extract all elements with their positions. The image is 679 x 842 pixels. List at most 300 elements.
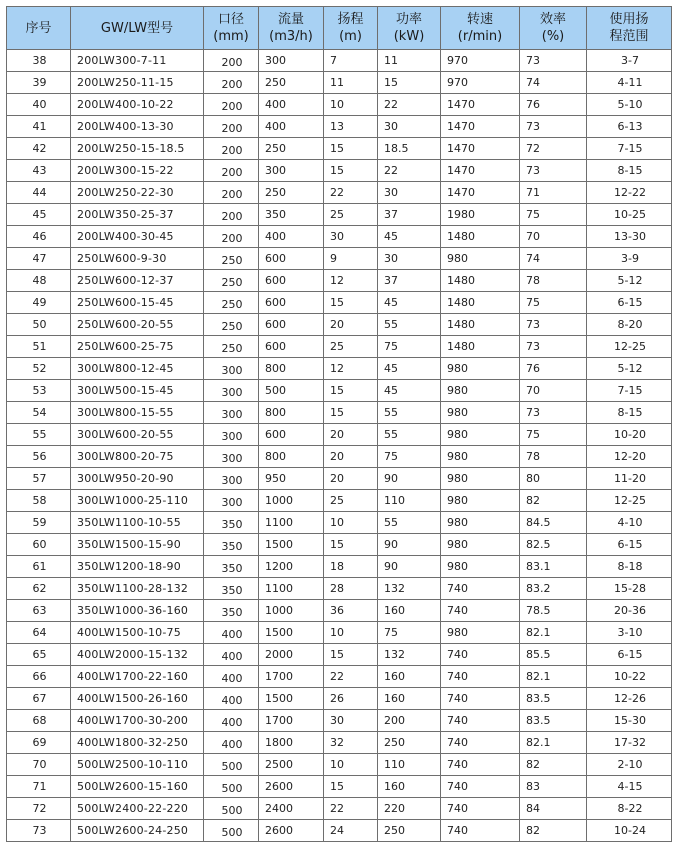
cell-head: 15: [324, 534, 378, 556]
cell-model: 200LW250-15-18.5: [71, 138, 204, 160]
cell-speed: 1470: [441, 160, 520, 182]
cell-model: 200LW400-30-45: [71, 226, 204, 248]
cell-speed: 1470: [441, 116, 520, 138]
cell-head: 15: [324, 776, 378, 798]
cell-model: 300LW800-20-75: [71, 446, 204, 468]
cell-serial: 61: [7, 556, 71, 578]
cell-flow: 600: [259, 248, 324, 270]
cell-head: 12: [324, 270, 378, 292]
cell-head-range: 2-10: [587, 754, 672, 776]
cell-efficiency: 76: [520, 94, 587, 116]
cell-efficiency: 73: [520, 314, 587, 336]
cell-efficiency: 70: [520, 380, 587, 402]
cell-speed: 980: [441, 622, 520, 644]
cell-model: 200LW400-10-22: [71, 94, 204, 116]
cell-serial: 43: [7, 160, 71, 182]
cell-efficiency: 82: [520, 490, 587, 512]
cell-efficiency: 73: [520, 402, 587, 424]
cell-flow: 1000: [259, 600, 324, 622]
cell-power: 250: [378, 820, 441, 842]
cell-flow: 1200: [259, 556, 324, 578]
cell-diameter: 200: [204, 204, 259, 226]
cell-diameter: 200: [204, 94, 259, 116]
cell-flow: 1700: [259, 710, 324, 732]
cell-diameter: 200: [204, 226, 259, 248]
cell-speed: 1480: [441, 270, 520, 292]
cell-head: 28: [324, 578, 378, 600]
cell-serial: 47: [7, 248, 71, 270]
cell-speed: 1480: [441, 314, 520, 336]
table-row: [7, 292, 672, 314]
cell-power: 37: [378, 270, 441, 292]
cell-speed: 740: [441, 644, 520, 666]
cell-power: 55: [378, 402, 441, 424]
cell-head-range: 3-7: [587, 50, 672, 72]
cell-head-range: 4-10: [587, 512, 672, 534]
cell-head: 30: [324, 226, 378, 248]
cell-serial: 54: [7, 402, 71, 424]
header-head: 扬程 (m): [324, 7, 378, 50]
header-model: GW/LW型号: [71, 7, 204, 50]
header-serial: 序号: [7, 7, 71, 50]
cell-model: 500LW2600-24-250: [71, 820, 204, 842]
cell-head: 25: [324, 490, 378, 512]
cell-power: 75: [378, 622, 441, 644]
cell-efficiency: 73: [520, 160, 587, 182]
cell-efficiency: 82: [520, 820, 587, 842]
cell-head-range: 13-30: [587, 226, 672, 248]
cell-speed: 1480: [441, 226, 520, 248]
cell-speed: 980: [441, 424, 520, 446]
cell-serial: 46: [7, 226, 71, 248]
cell-power: 132: [378, 578, 441, 600]
cell-head: 9: [324, 248, 378, 270]
cell-model: 300LW1000-25-110: [71, 490, 204, 512]
cell-serial: 66: [7, 666, 71, 688]
cell-power: 18.5: [378, 138, 441, 160]
cell-serial: 55: [7, 424, 71, 446]
cell-head-range: 5-10: [587, 94, 672, 116]
table-row: [7, 622, 672, 644]
pump-spec-table: [6, 6, 672, 842]
cell-power: 250: [378, 732, 441, 754]
cell-serial: 42: [7, 138, 71, 160]
cell-speed: 980: [441, 402, 520, 424]
cell-power: 90: [378, 468, 441, 490]
cell-power: 90: [378, 556, 441, 578]
cell-power: 45: [378, 380, 441, 402]
cell-model: 300LW600-20-55: [71, 424, 204, 446]
cell-head-range: 5-12: [587, 270, 672, 292]
cell-head-range: 11-20: [587, 468, 672, 490]
cell-model: 350LW1100-28-132: [71, 578, 204, 600]
cell-head-range: 12-25: [587, 336, 672, 358]
table-row: [7, 556, 672, 578]
cell-efficiency: 82.5: [520, 534, 587, 556]
cell-serial: 48: [7, 270, 71, 292]
cell-flow: 800: [259, 402, 324, 424]
cell-head-range: 10-22: [587, 666, 672, 688]
cell-flow: 1700: [259, 666, 324, 688]
cell-power: 30: [378, 182, 441, 204]
cell-model: 500LW2500-10-110: [71, 754, 204, 776]
cell-efficiency: 80: [520, 468, 587, 490]
cell-serial: 63: [7, 600, 71, 622]
cell-flow: 1500: [259, 534, 324, 556]
cell-flow: 950: [259, 468, 324, 490]
cell-speed: 740: [441, 666, 520, 688]
cell-power: 200: [378, 710, 441, 732]
cell-speed: 980: [441, 446, 520, 468]
cell-serial: 73: [7, 820, 71, 842]
cell-efficiency: 75: [520, 424, 587, 446]
cell-head-range: 8-18: [587, 556, 672, 578]
table-row: [7, 116, 672, 138]
cell-serial: 64: [7, 622, 71, 644]
table-row: [7, 644, 672, 666]
cell-model: 250LW600-15-45: [71, 292, 204, 314]
cell-speed: 980: [441, 380, 520, 402]
cell-efficiency: 72: [520, 138, 587, 160]
cell-speed: 740: [441, 798, 520, 820]
cell-speed: 1480: [441, 336, 520, 358]
cell-power: 11: [378, 50, 441, 72]
cell-head: 36: [324, 600, 378, 622]
cell-head-range: 12-26: [587, 688, 672, 710]
cell-head: 15: [324, 138, 378, 160]
table-body: [7, 50, 672, 842]
cell-head: 13: [324, 116, 378, 138]
cell-model: 500LW2400-22-220: [71, 798, 204, 820]
table-row: [7, 204, 672, 226]
cell-speed: 740: [441, 578, 520, 600]
cell-model: 350LW1500-15-90: [71, 534, 204, 556]
cell-speed: 740: [441, 732, 520, 754]
cell-diameter: 400: [204, 732, 259, 754]
cell-power: 30: [378, 116, 441, 138]
cell-model: 300LW500-15-45: [71, 380, 204, 402]
cell-speed: 980: [441, 556, 520, 578]
cell-flow: 2000: [259, 644, 324, 666]
cell-head-range: 10-25: [587, 204, 672, 226]
cell-head: 15: [324, 160, 378, 182]
cell-head-range: 4-15: [587, 776, 672, 798]
cell-head-range: 12-25: [587, 490, 672, 512]
cell-head: 22: [324, 798, 378, 820]
table-row: [7, 820, 672, 842]
cell-speed: 1470: [441, 138, 520, 160]
cell-diameter: 350: [204, 534, 259, 556]
cell-power: 110: [378, 490, 441, 512]
table-row: [7, 138, 672, 160]
cell-speed: 970: [441, 72, 520, 94]
cell-diameter: 300: [204, 402, 259, 424]
cell-serial: 41: [7, 116, 71, 138]
cell-serial: 71: [7, 776, 71, 798]
cell-model: 350LW1000-36-160: [71, 600, 204, 622]
table-row: [7, 468, 672, 490]
cell-head-range: 6-15: [587, 534, 672, 556]
cell-serial: 49: [7, 292, 71, 314]
cell-flow: 2600: [259, 820, 324, 842]
cell-power: 75: [378, 446, 441, 468]
cell-head-range: 20-36: [587, 600, 672, 622]
cell-diameter: 350: [204, 512, 259, 534]
table-row: [7, 402, 672, 424]
cell-efficiency: 78: [520, 446, 587, 468]
cell-head-range: 7-15: [587, 380, 672, 402]
cell-efficiency: 82.1: [520, 732, 587, 754]
table-row: [7, 226, 672, 248]
cell-flow: 300: [259, 50, 324, 72]
cell-head: 22: [324, 666, 378, 688]
cell-speed: 980: [441, 468, 520, 490]
cell-head-range: 6-15: [587, 644, 672, 666]
cell-flow: 1500: [259, 622, 324, 644]
cell-power: 30: [378, 248, 441, 270]
table-row: [7, 534, 672, 556]
cell-serial: 44: [7, 182, 71, 204]
cell-efficiency: 74: [520, 248, 587, 270]
header-head-range: 使用扬 程范围: [587, 7, 672, 50]
cell-model: 200LW250-22-30: [71, 182, 204, 204]
cell-power: 132: [378, 644, 441, 666]
cell-diameter: 350: [204, 556, 259, 578]
cell-flow: 250: [259, 182, 324, 204]
cell-diameter: 200: [204, 72, 259, 94]
cell-efficiency: 76: [520, 358, 587, 380]
table-row: [7, 688, 672, 710]
cell-model: 300LW950-20-90: [71, 468, 204, 490]
table-row: [7, 50, 672, 72]
cell-efficiency: 73: [520, 336, 587, 358]
cell-head-range: 8-15: [587, 402, 672, 424]
table-row: [7, 94, 672, 116]
cell-serial: 38: [7, 50, 71, 72]
cell-speed: 740: [441, 600, 520, 622]
cell-model: 500LW2600-15-160: [71, 776, 204, 798]
cell-power: 160: [378, 600, 441, 622]
cell-speed: 1980: [441, 204, 520, 226]
cell-efficiency: 82.1: [520, 622, 587, 644]
cell-serial: 70: [7, 754, 71, 776]
cell-head: 11: [324, 72, 378, 94]
cell-flow: 1000: [259, 490, 324, 512]
cell-head: 20: [324, 424, 378, 446]
cell-power: 37: [378, 204, 441, 226]
cell-power: 45: [378, 226, 441, 248]
cell-flow: 600: [259, 314, 324, 336]
cell-flow: 1800: [259, 732, 324, 754]
table-row: [7, 336, 672, 358]
cell-flow: 600: [259, 336, 324, 358]
cell-head: 22: [324, 182, 378, 204]
cell-model: 300LW800-12-45: [71, 358, 204, 380]
cell-speed: 1470: [441, 182, 520, 204]
cell-speed: 980: [441, 248, 520, 270]
cell-diameter: 400: [204, 644, 259, 666]
cell-serial: 50: [7, 314, 71, 336]
cell-model: 200LW250-11-15: [71, 72, 204, 94]
cell-flow: 600: [259, 270, 324, 292]
cell-head-range: 5-12: [587, 358, 672, 380]
cell-head: 32: [324, 732, 378, 754]
table-row: [7, 182, 672, 204]
cell-diameter: 300: [204, 468, 259, 490]
cell-diameter: 500: [204, 754, 259, 776]
cell-head: 30: [324, 710, 378, 732]
cell-head-range: 6-13: [587, 116, 672, 138]
cell-head: 10: [324, 94, 378, 116]
cell-speed: 970: [441, 50, 520, 72]
cell-model: 400LW1700-30-200: [71, 710, 204, 732]
cell-power: 75: [378, 336, 441, 358]
cell-head: 25: [324, 204, 378, 226]
cell-diameter: 250: [204, 248, 259, 270]
cell-efficiency: 74: [520, 72, 587, 94]
cell-head-range: 7-15: [587, 138, 672, 160]
header-diameter: 口径 (mm): [204, 7, 259, 50]
cell-head-range: 15-28: [587, 578, 672, 600]
cell-flow: 800: [259, 446, 324, 468]
cell-speed: 740: [441, 820, 520, 842]
table-row: [7, 248, 672, 270]
cell-diameter: 400: [204, 710, 259, 732]
cell-flow: 600: [259, 292, 324, 314]
cell-model: 250LW600-12-37: [71, 270, 204, 292]
cell-diameter: 250: [204, 292, 259, 314]
cell-diameter: 500: [204, 820, 259, 842]
cell-flow: 2500: [259, 754, 324, 776]
cell-speed: 740: [441, 688, 520, 710]
cell-power: 55: [378, 512, 441, 534]
cell-speed: 740: [441, 776, 520, 798]
cell-head-range: 12-22: [587, 182, 672, 204]
cell-power: 22: [378, 94, 441, 116]
cell-serial: 68: [7, 710, 71, 732]
cell-serial: 56: [7, 446, 71, 468]
cell-head-range: 3-9: [587, 248, 672, 270]
cell-diameter: 250: [204, 314, 259, 336]
cell-diameter: 300: [204, 424, 259, 446]
cell-efficiency: 73: [520, 116, 587, 138]
cell-efficiency: 84: [520, 798, 587, 820]
cell-serial: 52: [7, 358, 71, 380]
cell-diameter: 250: [204, 336, 259, 358]
cell-diameter: 200: [204, 138, 259, 160]
cell-model: 300LW800-15-55: [71, 402, 204, 424]
cell-head-range: 17-32: [587, 732, 672, 754]
header-speed: 转速 (r/min): [441, 7, 520, 50]
table-row: [7, 314, 672, 336]
cell-flow: 800: [259, 358, 324, 380]
cell-head-range: 8-20: [587, 314, 672, 336]
cell-speed: 980: [441, 490, 520, 512]
table-row: [7, 380, 672, 402]
cell-speed: 1480: [441, 292, 520, 314]
cell-speed: 740: [441, 710, 520, 732]
cell-power: 22: [378, 160, 441, 182]
cell-diameter: 400: [204, 688, 259, 710]
cell-efficiency: 78: [520, 270, 587, 292]
cell-power: 90: [378, 534, 441, 556]
cell-power: 160: [378, 666, 441, 688]
table-row: [7, 424, 672, 446]
cell-head-range: 15-30: [587, 710, 672, 732]
cell-head: 24: [324, 820, 378, 842]
cell-head: 15: [324, 292, 378, 314]
cell-head-range: 10-24: [587, 820, 672, 842]
cell-head-range: 12-20: [587, 446, 672, 468]
cell-speed: 980: [441, 358, 520, 380]
cell-diameter: 200: [204, 182, 259, 204]
cell-serial: 65: [7, 644, 71, 666]
table-row: [7, 710, 672, 732]
cell-head-range: 6-15: [587, 292, 672, 314]
header-flow: 流量 (m3/h): [259, 7, 324, 50]
cell-efficiency: 78.5: [520, 600, 587, 622]
table-row: [7, 72, 672, 94]
cell-power: 15: [378, 72, 441, 94]
cell-efficiency: 71: [520, 182, 587, 204]
cell-flow: 350: [259, 204, 324, 226]
cell-head: 18: [324, 556, 378, 578]
cell-flow: 2400: [259, 798, 324, 820]
table-header-row: [7, 7, 672, 50]
cell-flow: 300: [259, 160, 324, 182]
cell-head: 20: [324, 468, 378, 490]
header-power: 功率 (kW): [378, 7, 441, 50]
cell-serial: 57: [7, 468, 71, 490]
cell-model: 200LW300-7-11: [71, 50, 204, 72]
cell-flow: 1500: [259, 688, 324, 710]
cell-model: 350LW1100-10-55: [71, 512, 204, 534]
table-row: [7, 512, 672, 534]
cell-power: 160: [378, 776, 441, 798]
cell-head-range: 10-20: [587, 424, 672, 446]
cell-head: 15: [324, 402, 378, 424]
table-row: [7, 754, 672, 776]
cell-head-range: 3-10: [587, 622, 672, 644]
cell-flow: 1100: [259, 512, 324, 534]
cell-efficiency: 83.2: [520, 578, 587, 600]
cell-head: 10: [324, 754, 378, 776]
table-row: [7, 776, 672, 798]
cell-head-range: 4-11: [587, 72, 672, 94]
cell-head: 15: [324, 380, 378, 402]
cell-serial: 58: [7, 490, 71, 512]
cell-serial: 59: [7, 512, 71, 534]
cell-model: 400LW1500-10-75: [71, 622, 204, 644]
cell-speed: 980: [441, 534, 520, 556]
cell-serial: 39: [7, 72, 71, 94]
cell-diameter: 300: [204, 358, 259, 380]
cell-flow: 2600: [259, 776, 324, 798]
cell-serial: 60: [7, 534, 71, 556]
cell-flow: 400: [259, 226, 324, 248]
cell-serial: 51: [7, 336, 71, 358]
cell-model: 400LW1700-22-160: [71, 666, 204, 688]
cell-head: 26: [324, 688, 378, 710]
cell-head: 10: [324, 512, 378, 534]
cell-serial: 67: [7, 688, 71, 710]
cell-efficiency: 83: [520, 776, 587, 798]
cell-model: 250LW600-20-55: [71, 314, 204, 336]
table-row: [7, 160, 672, 182]
cell-flow: 400: [259, 94, 324, 116]
cell-flow: 1100: [259, 578, 324, 600]
table-row: [7, 666, 672, 688]
